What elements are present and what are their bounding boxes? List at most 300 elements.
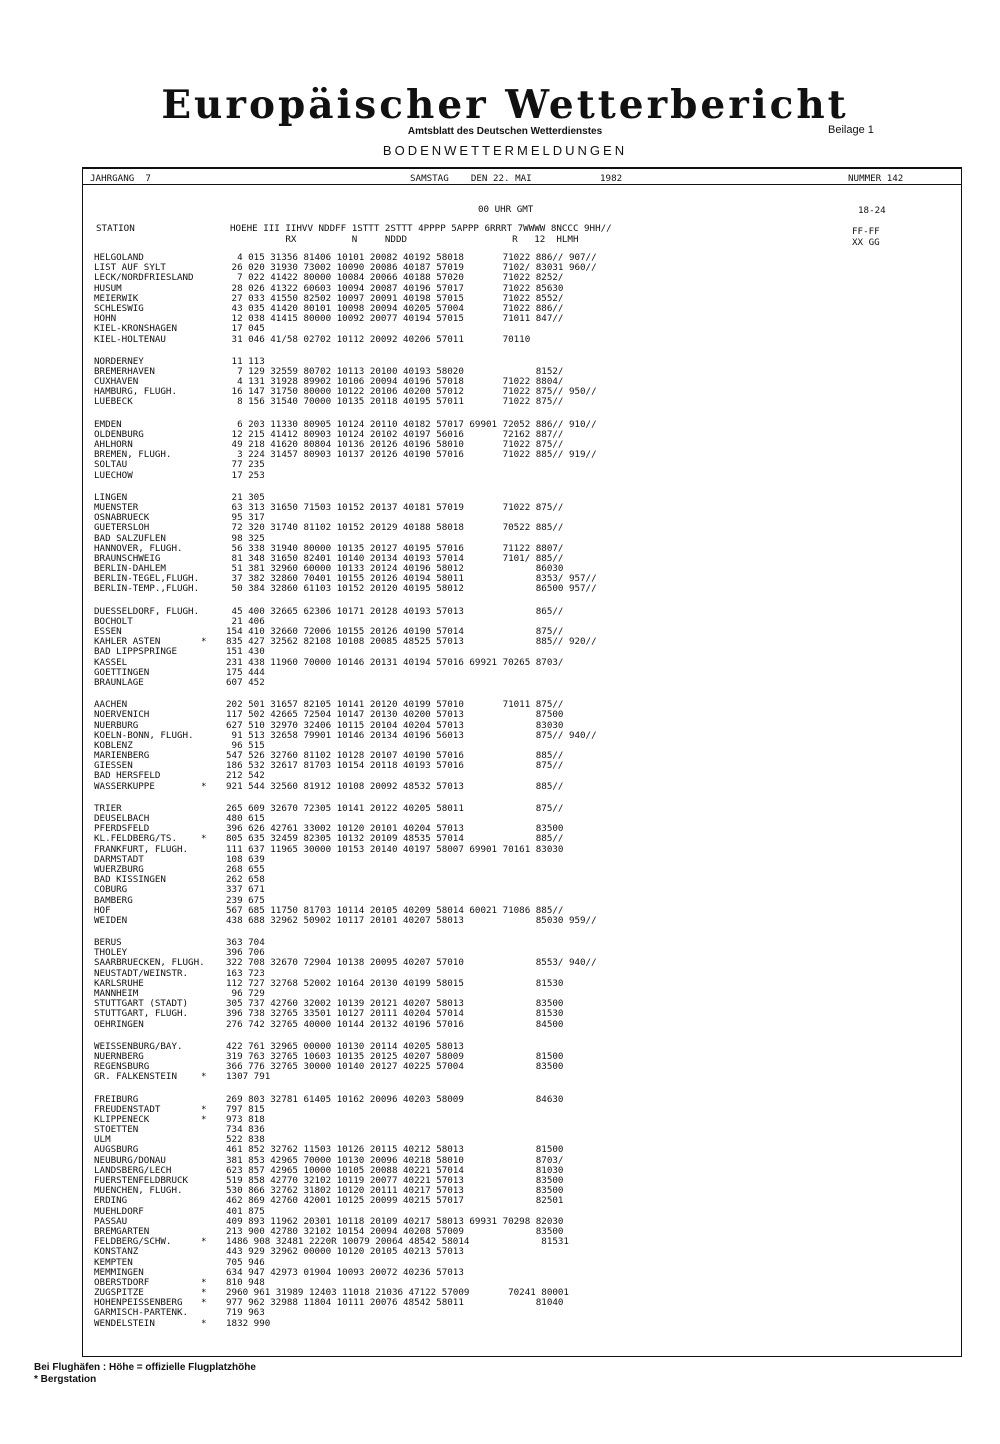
table-row [0, 770, 1000, 780]
station-name: STUTTGART (STADT) [94, 998, 189, 1010]
station-report-codes: 422 761 32965 00000 10130 20114 40205 58013 [226, 1040, 464, 1052]
station-name: BRAUNLAGE [94, 676, 144, 688]
table-row [0, 854, 1000, 864]
station-name: KARLSRUHE [94, 977, 144, 989]
station-name: NOERVENICH [94, 709, 150, 721]
station-report-codes: 11 113 [226, 355, 265, 367]
table-row [0, 386, 1000, 396]
station-report-codes: 91 513 32658 79901 10146 20134 40196 56013 875// 940// [226, 729, 597, 741]
table-row [0, 272, 1000, 282]
group-spacer [0, 480, 1000, 492]
station-report-codes: 810 948 [226, 1276, 265, 1288]
station-name: KOBLENZ [94, 739, 133, 751]
station-name: KEMPTEN [94, 1256, 133, 1268]
date-label: SAMSTAG DEN 22. MAI [410, 173, 532, 184]
station-report-codes: 96 729 [226, 988, 265, 999]
table-row [0, 1071, 1000, 1081]
station-report-codes: 56 338 31940 80000 10135 20127 40195 57016 71122 8807/ [226, 542, 564, 554]
table-row [0, 533, 1000, 543]
station-report-codes: 322 708 32670 72904 10138 20095 40207 57010 8553/ 940// [226, 957, 597, 969]
station-report-codes: 719 963 [226, 1307, 265, 1319]
station-name: GARMISCH-PARTENK. [94, 1307, 189, 1319]
station-name: STUTTGART, FLUGH. [94, 1008, 189, 1020]
station-name: MUEHLDORF [94, 1205, 144, 1217]
jahrgang-label: JAHRGANG 7 [90, 173, 151, 184]
station-name: ZUGSPITZE [94, 1287, 144, 1299]
table-row [0, 937, 1000, 947]
station-name: KL.FELDBERG/TS. [94, 833, 177, 845]
table-row [0, 583, 1000, 593]
table-row [0, 1246, 1000, 1256]
table-row [0, 833, 1000, 843]
station-name: LINGEN [94, 491, 128, 503]
station-report-codes: 239 675 [226, 894, 265, 906]
station-name: GUETERSLOH [94, 522, 150, 534]
table-row [0, 376, 1000, 386]
table-row [0, 396, 1000, 406]
station-report-codes: 37 382 32860 70401 10155 20126 40194 58011 8353/ 957// [226, 573, 597, 585]
station-name: HELGOLAND [94, 252, 144, 263]
table-row [0, 803, 1000, 813]
station-report-codes: 396 706 [226, 947, 265, 959]
station-name: LANDSBERG/LECH [94, 1164, 172, 1176]
table-row [0, 823, 1000, 833]
station-group [0, 492, 1000, 594]
table-row [0, 760, 1000, 770]
station-report-codes: 72 320 31740 81102 10152 20129 40188 58018 70522 885// [226, 522, 564, 534]
table-row [0, 626, 1000, 636]
station-name: KASSEL [94, 656, 128, 668]
station-name: NEUBURG/DONAU [94, 1154, 166, 1166]
station-report-codes: 26 020 31930 73002 10090 20086 40187 57019 7102/ 83031 960// [226, 262, 597, 274]
table-row [0, 334, 1000, 344]
station-report-codes: 202 501 31657 82105 10141 20120 40199 57010 71011 875// [226, 699, 564, 711]
group-spacer [0, 344, 1000, 356]
table-row [0, 947, 1000, 957]
station-report-codes: 175 444 [226, 666, 265, 678]
mountain-station-marker: * [201, 780, 207, 792]
station-name: LUECHOW [94, 469, 133, 481]
table-row [0, 646, 1000, 656]
table-row [0, 1008, 1000, 1018]
station-report-codes: 2960 961 31989 12403 11018 21036 47122 57009 70241 80001 [226, 1287, 569, 1299]
table-row [0, 1094, 1000, 1104]
table-row [0, 573, 1000, 583]
station-report-codes: 530 866 32762 31802 10120 20111 40217 57013 83500 [226, 1185, 564, 1197]
mountain-station-marker: * [201, 1103, 207, 1115]
table-row [0, 366, 1000, 376]
station-report-codes: 438 688 32962 50902 10117 20101 40207 58013 85030 959// [226, 914, 597, 926]
group-spacer [0, 925, 1000, 937]
station-report-codes: 805 635 32459 82305 10132 20109 48535 57014 885// [226, 833, 564, 845]
station-report-codes: 1486 908 32481 2220R 10079 20064 48542 58014 81531 [226, 1236, 569, 1248]
table-row [0, 905, 1000, 915]
station-report-codes: 319 763 32765 10603 10135 20125 40207 58009 81500 [226, 1050, 564, 1062]
page-title: Europäischer Wetterbericht [161, 82, 849, 128]
station-group [0, 1094, 1000, 1328]
station-report-codes: 49 218 41620 80804 10136 20126 40196 58010 71022 875// [226, 439, 564, 450]
station-report-codes: 212 542 [226, 770, 265, 782]
station-report-codes: 12 215 41412 80903 10124 20102 40197 56016 72162 887// [226, 428, 564, 440]
station-report-codes: 117 502 42665 72504 10147 20130 40200 57013 87500 [226, 709, 564, 721]
table-row [0, 874, 1000, 884]
station-name: TRIER [94, 802, 122, 814]
station-name: HOF [94, 904, 111, 916]
station-name: LIST AUF SYLT [94, 262, 166, 274]
station-report-codes: 12 038 41415 80000 10092 20077 40194 57015 71011 847// [226, 313, 564, 325]
station-name: WUERZBURG [94, 863, 144, 875]
station-report-codes: 262 658 [226, 874, 265, 886]
table-row [0, 978, 1000, 988]
station-report-codes: 835 427 32562 82108 10108 20085 48525 57013 885// 920// [226, 636, 597, 648]
table-row [0, 1104, 1000, 1114]
station-name: GR. FALKENSTEIN [94, 1071, 177, 1083]
station-name: NEUSTADT/WEINSTR. [94, 967, 189, 979]
station-group [0, 937, 1000, 1029]
station-name: FREIBURG [94, 1093, 139, 1105]
station-report-codes: 7 022 41422 80000 10084 20066 40188 57020 71022 8252/ [226, 272, 564, 284]
station-name: BERUS [94, 937, 122, 949]
table-row [0, 1185, 1000, 1195]
table-row [0, 1318, 1000, 1328]
table-row [0, 429, 1000, 439]
mountain-station-marker: * [201, 833, 207, 845]
table-row [0, 439, 1000, 449]
station-report-codes: 17 045 [226, 323, 265, 335]
station-name: EMDEN [94, 418, 122, 430]
station-report-codes: 567 685 11750 81703 10114 20105 40209 58014 60021 71086 885// [226, 904, 564, 916]
supplement-label: Beilage 1 [828, 124, 874, 136]
table-row [0, 492, 1000, 502]
station-report-codes: 461 852 32762 11503 10126 20115 40212 58013 81500 [226, 1144, 564, 1156]
station-name: DEUSELBACH [94, 813, 150, 824]
station-group [0, 252, 1000, 344]
station-name: FREUDENSTADT [94, 1103, 161, 1115]
station-report-codes: 31 046 41/58 02702 10112 20092 40206 57011 70110 [226, 333, 531, 345]
station-name: KOELN-BONN, FLUGH. [94, 729, 194, 741]
table-row [0, 677, 1000, 687]
station-report-codes: 4 131 31928 89902 10106 20094 40196 57018 71022 8804/ [226, 376, 564, 388]
station-report-codes: 443 929 32962 00000 10120 20105 40213 57013 [226, 1246, 464, 1258]
table-row [0, 313, 1000, 323]
station-report-codes: 154 410 32660 72006 10155 20126 40190 57014 875// [226, 626, 564, 637]
station-name: ESSEN [94, 626, 122, 637]
table-row [0, 1114, 1000, 1124]
station-name: MUENSTER [94, 501, 139, 513]
station-name: KLIPPENECK [94, 1113, 150, 1125]
section-heading: BODENWETTERMELDUNGEN [382, 143, 628, 158]
station-name: BAD KISSINGEN [94, 874, 166, 886]
group-spacer [0, 687, 1000, 699]
station-report-codes: 1832 990 [226, 1317, 271, 1329]
station-report-codes: 973 818 [226, 1113, 265, 1125]
table-row [0, 543, 1000, 553]
station-name: FRANKFURT, FLUGH. [94, 843, 189, 855]
station-name: LECK/NORDFRIESLAND [94, 272, 194, 284]
station-report-codes: 50 384 32860 61103 10152 20120 40195 58012 86500 957// [226, 583, 597, 595]
station-name: PFERDSFELD [94, 823, 150, 835]
station-name: WENDELSTEIN [94, 1317, 155, 1329]
station-report-codes: 305 737 42760 32002 10139 20121 40207 58013 83500 [226, 998, 564, 1010]
table-row [0, 1257, 1000, 1267]
station-report-codes: 480 615 [226, 813, 265, 824]
station-report-codes: 111 637 11965 30000 10153 20140 40197 58007 69901 70161 83030 [226, 843, 564, 855]
station-name: MUENCHEN, FLUGH. [94, 1185, 183, 1197]
station-name: FELDBERG/SCHW. [94, 1236, 172, 1248]
station-report-codes: 268 655 [226, 863, 265, 875]
group-spacer [0, 407, 1000, 419]
station-report-codes: 21 305 [226, 491, 265, 503]
table-row [0, 419, 1000, 429]
wind-header-line-1: FF-FF [852, 226, 880, 237]
table-row [0, 813, 1000, 823]
station-report-codes: 634 947 42973 01904 10093 20072 40236 57013 [226, 1266, 464, 1278]
station-name: BOCHOLT [94, 615, 133, 627]
station-report-codes: 1307 791 [226, 1071, 271, 1083]
station-name: WASSERKUPPE [94, 780, 155, 792]
subtitle: Amtsblatt des Deutschen Wetterdienstes [407, 126, 603, 137]
station-report-codes: 45 400 32665 62306 10171 20128 40193 57013 865// [226, 605, 564, 617]
page-reference: 18-24 [858, 205, 886, 216]
mountain-station-marker: * [201, 1113, 207, 1125]
table-row [0, 1144, 1000, 1154]
table-row [0, 293, 1000, 303]
station-name: BERLIN-DAHLEM [94, 563, 166, 575]
station-report-codes: 16 147 31750 80000 10122 20106 40200 57012 71022 875// 950// [226, 386, 597, 398]
station-name: FUERSTENFELDBRUCK [94, 1175, 189, 1186]
station-name: BAD HERSFELD [94, 770, 161, 782]
station-name: PASSAU [94, 1215, 128, 1227]
mountain-station-marker: * [201, 1236, 207, 1248]
station-report-codes: 462 869 42760 42001 10125 20099 40215 57017 82501 [226, 1195, 564, 1207]
group-spacer [0, 1029, 1000, 1041]
table-row [0, 1206, 1000, 1216]
station-report-codes: 51 381 32960 60000 10133 20124 40196 58012 86030 [226, 563, 564, 575]
station-report-codes: 43 035 41420 80101 10098 20094 40205 57004 71022 886// [226, 302, 564, 314]
station-group [0, 356, 1000, 407]
table-row [0, 699, 1000, 709]
table-row [0, 657, 1000, 667]
table-row [0, 563, 1000, 573]
table-row [0, 522, 1000, 532]
station-report-codes: 151 430 [226, 646, 265, 658]
station-name: BAD LIPPSPRINGE [94, 646, 177, 658]
station-report-codes: 7 129 32559 80702 10113 20100 40193 58020 8152/ [226, 365, 564, 377]
table-row [0, 1041, 1000, 1051]
station-name: BREMGARTEN [94, 1225, 150, 1237]
table-row [0, 884, 1000, 894]
station-report-codes: 276 742 32765 40000 10144 20132 40196 57016 84500 [226, 1018, 564, 1030]
table-row [0, 1216, 1000, 1226]
station-name: NORDERNEY [94, 355, 144, 367]
table-row [0, 449, 1000, 459]
station-name: OSNABRUECK [94, 512, 150, 524]
station-report-codes: 734 836 [226, 1124, 265, 1136]
station-report-codes: 27 033 41550 82502 10097 20091 40198 57015 71022 8552/ [226, 292, 564, 304]
station-group [0, 803, 1000, 925]
table-row [0, 1236, 1000, 1246]
station-table [0, 252, 1000, 1328]
station-report-codes: 921 544 32560 81912 10108 20092 48532 57013 885// [226, 780, 564, 792]
table-row [0, 1195, 1000, 1205]
code-header-line-2: RX N NDDD R 12 HLMH [230, 234, 579, 245]
table-row [0, 667, 1000, 677]
station-report-codes: 213 900 42780 32102 10154 20094 40208 57009 83500 [226, 1225, 564, 1237]
group-spacer [0, 594, 1000, 606]
station-name: OEHRINGEN [94, 1018, 144, 1030]
table-row [0, 709, 1000, 719]
issue-number: NUMMER 142 [848, 173, 904, 184]
station-name: AUGSBURG [94, 1144, 139, 1156]
station-report-codes: 366 776 32765 30000 10140 20127 40225 57004 83500 [226, 1061, 564, 1073]
station-report-codes: 409 893 11962 20301 10118 20109 40217 58013 69931 70298 82030 [226, 1215, 564, 1227]
table-row [0, 553, 1000, 563]
station-name: AACHEN [94, 699, 128, 711]
station-name: HANNOVER, FLUGH. [94, 542, 183, 554]
table-row [0, 636, 1000, 646]
station-report-codes: 81 348 31650 82401 10140 20134 40193 57014 7101/ 885// [226, 552, 564, 564]
station-report-codes: 547 526 32760 81102 10128 20107 40190 57016 885// [226, 750, 564, 762]
station-group [0, 1041, 1000, 1082]
table-row [0, 356, 1000, 366]
table-row [0, 750, 1000, 760]
station-name: THOLEY [94, 947, 128, 959]
station-name: REGENSBURG [94, 1061, 150, 1073]
observation-time: 00 UHR GMT [478, 204, 534, 215]
station-name: HAMBURG, FLUGH. [94, 386, 177, 398]
table-row [0, 740, 1000, 750]
table-row [0, 1155, 1000, 1165]
station-name: KAHLER ASTEN [94, 636, 161, 648]
table-row [0, 502, 1000, 512]
station-name: NUERBURG [94, 719, 139, 731]
station-report-codes: 108 639 [226, 853, 265, 865]
table-row [0, 957, 1000, 967]
station-report-codes: 6 203 11330 80905 10124 20110 40182 57017 69901 72052 886// 910// [226, 418, 597, 430]
station-report-codes: 607 452 [226, 676, 265, 688]
station-report-codes: 265 609 32670 72305 10141 20122 40205 58011 875// [226, 802, 564, 814]
station-report-codes: 28 026 41322 60603 10094 20087 40196 57017 71022 85630 [226, 282, 564, 294]
table-row [0, 512, 1000, 522]
station-name: MEIERWIK [94, 292, 139, 304]
station-name: HUSUM [94, 282, 122, 294]
station-report-codes: 112 727 32768 52002 10164 20130 40199 58015 81530 [226, 977, 564, 989]
table-row [0, 968, 1000, 978]
station-report-codes: 95 317 [226, 512, 265, 524]
station-name: WEISSENBURG/BAY. [94, 1040, 183, 1052]
station-group [0, 699, 1000, 791]
station-name: BAD SALZUFLEN [94, 532, 166, 544]
station-report-codes: 381 853 42965 70000 10130 20096 40218 58010 8703/ [226, 1154, 564, 1166]
station-group [0, 606, 1000, 688]
table-row [0, 303, 1000, 313]
station-report-codes: 186 532 32617 81703 10154 20118 40193 57016 875// [226, 760, 564, 772]
station-column-header: STATION [96, 223, 135, 234]
table-row [0, 720, 1000, 730]
group-spacer [0, 791, 1000, 803]
table-row [0, 1019, 1000, 1029]
table-row [0, 1175, 1000, 1185]
table-row [0, 252, 1000, 262]
mountain-station-marker: * [201, 1297, 207, 1309]
station-name: HOHN [94, 313, 117, 325]
station-name: LUEBECK [94, 396, 133, 408]
station-name: SAARBRUECKEN, FLUGH. [94, 957, 205, 969]
station-report-codes: 396 738 32765 33501 10127 20111 40204 57014 81530 [226, 1008, 564, 1020]
footnote-mountain: * Bergstation [34, 1374, 97, 1385]
station-report-codes: 96 515 [226, 739, 265, 751]
station-name: DARMSTADT [94, 853, 144, 865]
station-name: MANNHEIM [94, 988, 139, 999]
station-report-codes: 396 626 42761 33002 10120 20101 40204 57013 83500 [226, 823, 564, 835]
station-report-codes: 522 838 [226, 1134, 265, 1146]
station-report-codes: 17 253 [226, 469, 265, 481]
station-name: SOLTAU [94, 459, 128, 471]
mountain-station-marker: * [201, 1317, 207, 1329]
station-report-codes: 98 325 [226, 532, 265, 544]
table-row [0, 988, 1000, 998]
station-name: DUESSELDORF, FLUGH. [94, 605, 200, 617]
table-row [0, 844, 1000, 854]
table-row [0, 781, 1000, 791]
station-name: NUERNBERG [94, 1050, 144, 1062]
wind-header-line-2: XX GG [852, 237, 880, 248]
mountain-station-marker: * [201, 1071, 207, 1083]
station-name: ULM [94, 1134, 111, 1146]
station-report-codes: 337 671 [226, 884, 265, 896]
table-row [0, 1307, 1000, 1317]
station-name: STOETTEN [94, 1124, 139, 1136]
station-report-codes: 401 875 [226, 1205, 265, 1217]
station-name: OBERSTDORF [94, 1276, 150, 1288]
station-report-codes: 3 224 31457 80903 10137 20126 40190 57016 71022 885// 919// [226, 449, 597, 461]
table-row [0, 1051, 1000, 1061]
station-name: KIEL-HOLTENAU [94, 333, 166, 345]
table-row [0, 915, 1000, 925]
table-row [0, 1061, 1000, 1071]
station-name: SCHLESWIG [94, 302, 144, 314]
station-name: GOETTINGEN [94, 666, 150, 678]
table-row [0, 1226, 1000, 1236]
table-row [0, 1124, 1000, 1134]
table-row [0, 730, 1000, 740]
station-name: CUXHAVEN [94, 376, 139, 388]
table-row [0, 1267, 1000, 1277]
station-report-codes: 977 962 32988 11804 10111 20076 48542 58011 81040 [226, 1297, 564, 1309]
table-row [0, 470, 1000, 480]
table-row [0, 895, 1000, 905]
mountain-station-marker: * [201, 1276, 207, 1288]
station-name: AHLHORN [94, 439, 133, 450]
code-header-line-1: HOEHE III IIHVV NDDFF 1STTT 2STTT 4PPPP 5APPP 6RRRT 7WWWW 8NCCC 9HH// [230, 223, 612, 234]
station-report-codes: 269 803 32781 61405 10162 20096 40203 58009 84630 [226, 1093, 564, 1105]
table-row [0, 1297, 1000, 1307]
station-group [0, 419, 1000, 480]
station-report-codes: 623 857 42965 10000 10105 20088 40221 57014 81030 [226, 1164, 564, 1176]
station-report-codes: 705 946 [226, 1256, 265, 1268]
group-spacer [0, 1082, 1000, 1094]
station-name: BERLIN-TEMP.,FLUGH. [94, 583, 200, 595]
station-report-codes: 519 858 42770 32102 10119 20077 40221 57013 83500 [226, 1175, 564, 1186]
table-row [0, 459, 1000, 469]
station-report-codes: 21 406 [226, 615, 265, 627]
station-name: OLDENBURG [94, 428, 144, 440]
year-label: 1982 [600, 173, 623, 184]
station-name: WEIDEN [94, 914, 128, 926]
station-name: GIESSEN [94, 760, 133, 772]
table-row [0, 1277, 1000, 1287]
station-report-codes: 231 438 11960 70000 10146 20131 40194 57016 69921 70265 8703/ [226, 656, 564, 668]
